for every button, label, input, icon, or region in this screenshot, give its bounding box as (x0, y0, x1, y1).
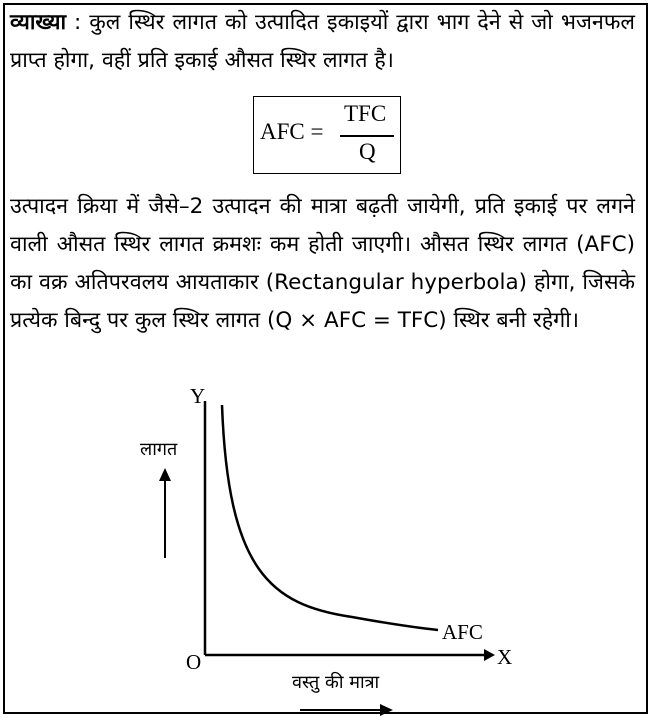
afc-curve-label: AFC (442, 620, 483, 644)
afc-description-paragraph: उत्पादन क्रिया में जैसे–2 उत्पादन की मात्रा बढ़ती जायेगी, प्रति इकाई पर लगने वाली औसत स्थिर लागत क्रमशः कम होती जाएगी। औसत स्थिर लागत (AFC) का वक्र अतिपरवलय आयताकार (Rectangular hyperbola) होगा, जिसके प्रत्येक बिन्दु पर कुल स्थिर लागत (Q × AFC = TFC) स्थिर बनी रहेगी। (10, 194, 635, 333)
y-axis-label: Y (190, 384, 206, 408)
explanation-heading: व्याख्या (10, 10, 67, 35)
y-axis-title: लागत (140, 439, 178, 460)
origin-label: O (186, 650, 202, 674)
x-axis-title: वस्तु की मात्रा (292, 672, 380, 693)
formula-numerator: TFC (344, 101, 387, 126)
y-title-arrowhead (159, 468, 171, 481)
formula-denominator: Q (359, 139, 376, 164)
x-axis-label: X (497, 645, 513, 669)
explanation-text: : कुल स्थिर लागत को उत्पादित इकाइयों द्वारा भाग देने से जो भजनफल प्राप्त होगा, वहीं प्रति इकाई औसत स्थिर लागत है। (10, 10, 635, 73)
x-axis-arrowhead (484, 649, 495, 661)
formula-lhs: AFC = (260, 119, 324, 144)
afc-curve (222, 405, 438, 630)
x-title-arrowhead (380, 704, 393, 716)
